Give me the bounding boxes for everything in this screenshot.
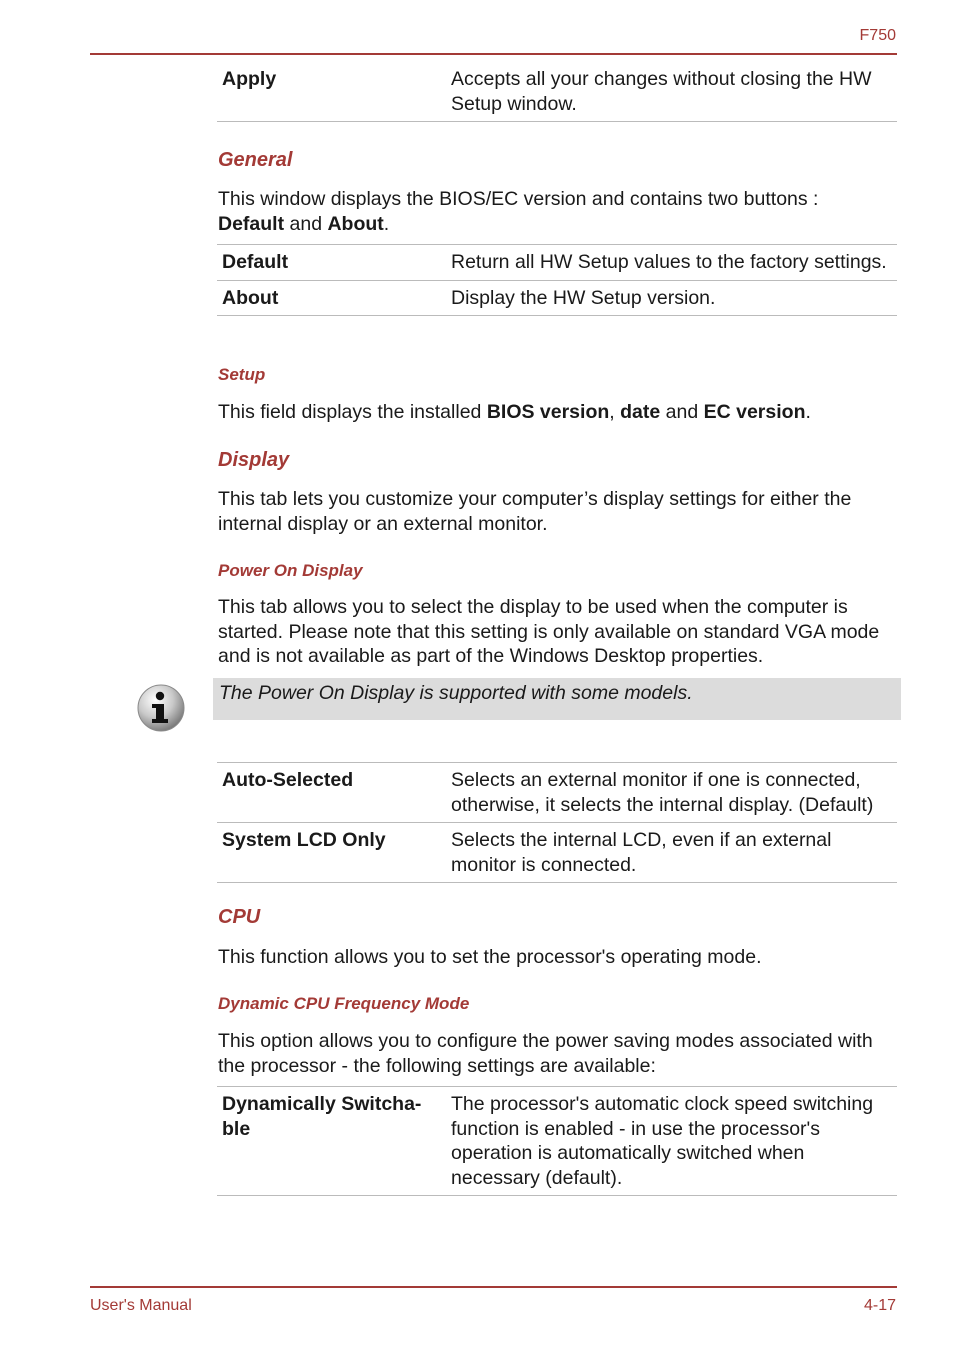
heading-power-on-display: Power On Display (218, 561, 363, 580)
heading-general: General (218, 149, 293, 171)
row-value: The processor's automatic clock speed switching function is enabled - in use the processor's operation is automatically switched when necessary (default). (451, 1093, 874, 1189)
heading-setup: Setup (218, 365, 266, 384)
note-box (213, 678, 901, 720)
heading-dynamic-cpu: Dynamic CPU Frequency Mode (218, 994, 470, 1013)
general-intro: This window displays the BIOS/EC version and contains two buttons : Default and About. (218, 188, 819, 235)
header-rule (90, 53, 897, 55)
table-row (217, 62, 897, 122)
row-key: Auto-Selected (222, 769, 354, 791)
row-value: Selects the internal LCD, even if an external monitor is connected. (451, 829, 832, 876)
heading-display: Display (218, 449, 290, 471)
dynamic-cpu-text: This option allows you to configure the power saving modes associated with the processor - the following settings are available: (218, 1030, 873, 1077)
table-row (217, 245, 897, 281)
info-icon (135, 683, 187, 735)
footer-rule (90, 1286, 897, 1288)
row-value: Accepts all your changes without closing the HW Setup window. (451, 68, 872, 115)
power-on-display-table (217, 762, 897, 883)
table-row (217, 823, 897, 883)
note-text: The Power On Display is supported with some models. (219, 682, 693, 704)
footer-manual: User's Manual (90, 1297, 192, 1314)
table-row (217, 1087, 897, 1196)
row-key: Apply (222, 68, 277, 90)
footer-page: 4-17 (863, 1297, 896, 1314)
row-key: System LCD Only (222, 829, 386, 851)
row-value: Display the HW Setup version. (451, 286, 716, 309)
table-row (217, 280, 897, 316)
table-row (217, 763, 897, 823)
display-text: This tab lets you customize your computer’s display settings for either the internal display or an external monitor. (218, 488, 852, 535)
row-value: Selects an external monitor if one is connected, otherwise, it selects the internal display. (Default) (451, 769, 874, 816)
setup-text: This field displays the installed BIOS version, date and EC version. (218, 401, 811, 423)
row-key: Dynamically Switcha- ble (222, 1093, 422, 1140)
row-key: About (222, 286, 279, 309)
row-value: Return all HW Setup values to the factory settings. (451, 251, 887, 273)
header-model: F750 (859, 27, 896, 44)
apply-table (217, 62, 897, 122)
dynamic-cpu-table (217, 1086, 897, 1196)
general-table (217, 244, 897, 316)
row-key: Default (222, 251, 289, 273)
power-on-display-text: This tab allows you to select the display to be used when the computer is started. Please note that this setting is only available on standard VGA mode and is not available as part of the Windows Desktop properties. (218, 596, 880, 667)
cpu-text: This function allows you to set the processor's operating mode. (218, 946, 762, 968)
heading-cpu: CPU (218, 906, 261, 928)
